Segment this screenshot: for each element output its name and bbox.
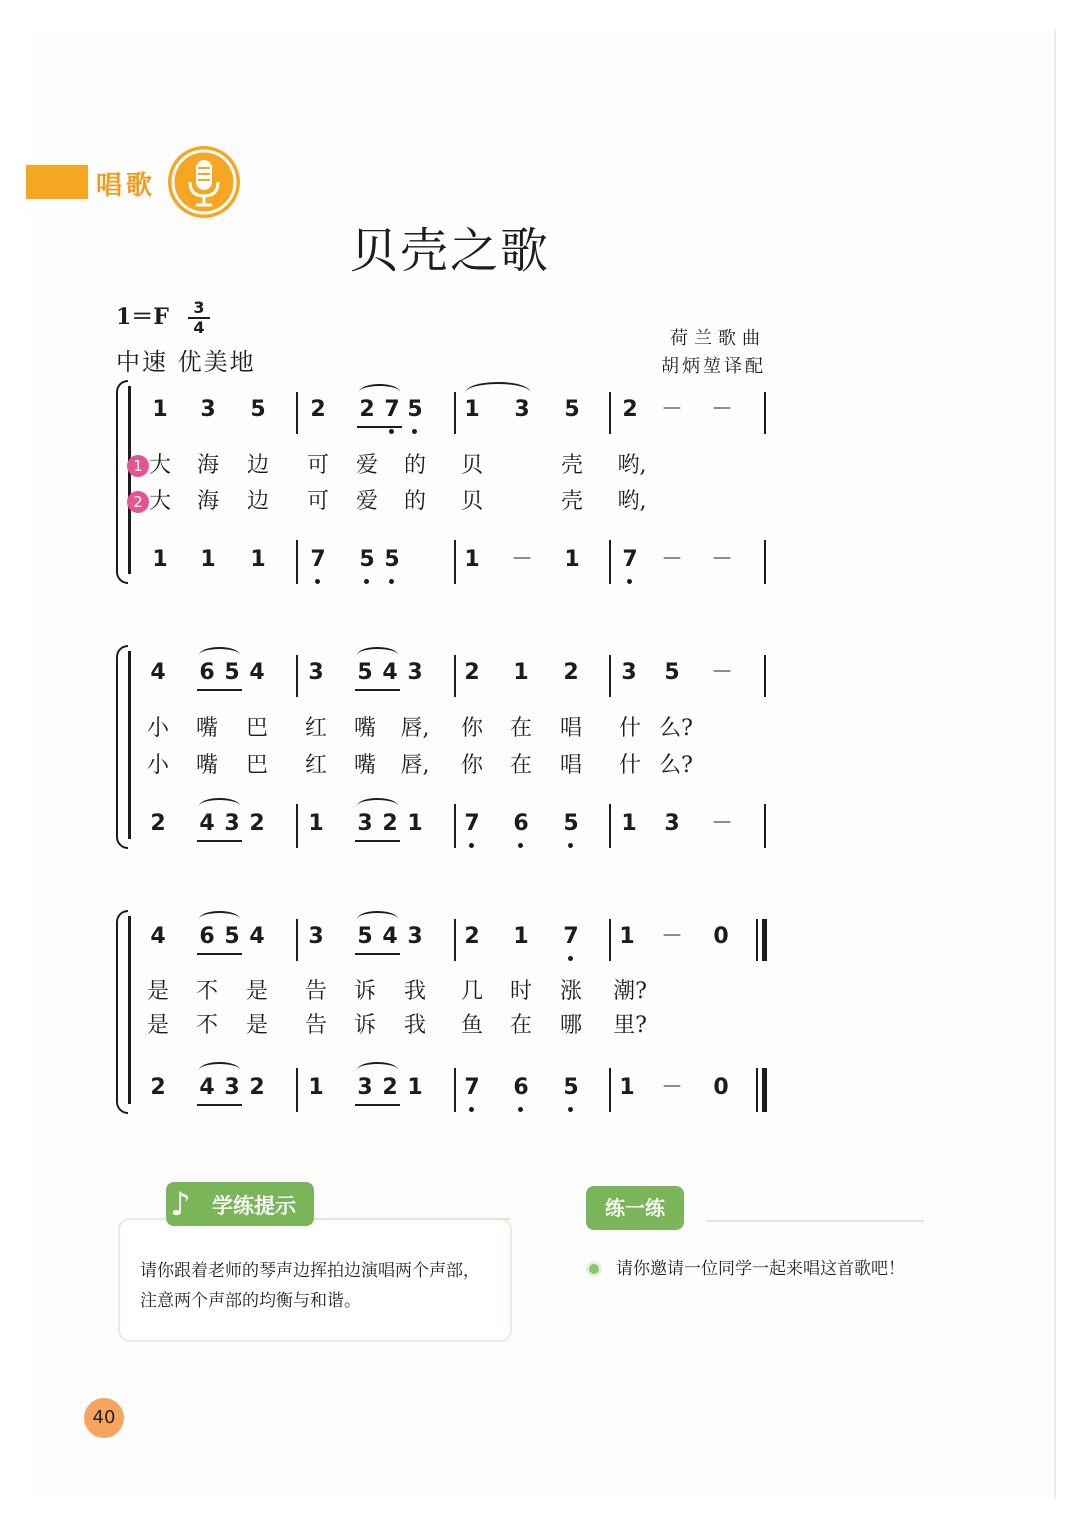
barline xyxy=(296,655,298,697)
lyric-verse2: 唱 xyxy=(559,753,582,778)
lyric-verse1: 唱 xyxy=(559,716,582,741)
tips-header xyxy=(166,1182,314,1226)
barline xyxy=(609,804,611,848)
upper-voice-note: 5 xyxy=(357,924,373,949)
lyric-verse2: 什 xyxy=(618,753,641,778)
tempo-marking: 中速 优美地 xyxy=(116,348,256,376)
lyric-verse2: 壳 xyxy=(560,489,583,514)
lower-voice-note: 7 xyxy=(610,546,650,574)
lyric-verse1: 巴 xyxy=(245,716,268,741)
arranger-credit: 胡炳堃译配 xyxy=(661,356,766,377)
system-brace xyxy=(116,645,128,849)
upper-voice-note: 1 xyxy=(513,660,529,685)
lower-voice-note: 7 xyxy=(452,1074,492,1102)
lyric-verse1: 时 xyxy=(509,979,532,1004)
final-barline-thin xyxy=(756,919,758,961)
lyric-verse1: 嘴 xyxy=(195,716,218,741)
upper-voice-note: 5 xyxy=(357,660,373,685)
lower-voice-note: 1 xyxy=(564,547,580,572)
lyric-verse1: 可 xyxy=(306,453,329,478)
barline xyxy=(296,804,298,848)
lower-voice-note: 6 xyxy=(501,1074,541,1102)
upper-voice-note: 2 xyxy=(464,660,480,685)
lyric-verse2: 唇, xyxy=(400,753,430,778)
microphone-icon xyxy=(168,146,240,218)
upper-voice-note: － xyxy=(660,397,683,422)
barline xyxy=(454,1068,456,1112)
time-signature-top: 3 xyxy=(193,298,205,317)
upper-voice-note: 0 xyxy=(713,924,729,949)
lyric-verse2: 在 xyxy=(509,1013,532,1038)
lyric-verse1: 是 xyxy=(245,979,268,1004)
lyric-verse1: 是 xyxy=(146,979,169,1004)
upper-voice-note: 5 xyxy=(564,397,580,422)
lyric-verse1: 诉 xyxy=(353,979,376,1004)
barline xyxy=(454,540,456,584)
lower-voice-note: 1 xyxy=(152,547,168,572)
lyric-verse2: 不 xyxy=(195,1013,218,1038)
upper-voice-eighth-beam xyxy=(197,689,242,691)
lower-voice-note: 1 xyxy=(308,1075,324,1100)
barline xyxy=(296,540,298,584)
barline xyxy=(454,655,456,697)
upper-voice-note: 5 xyxy=(224,924,240,949)
barline xyxy=(609,655,611,697)
upper-voice-note: 7 xyxy=(551,923,591,951)
upper-voice-slur xyxy=(199,647,240,663)
lyric-verse1: 嘴 xyxy=(353,716,376,741)
lower-voice-note: 6 xyxy=(501,810,541,838)
upper-voice-note: － xyxy=(710,397,733,422)
system-bracket xyxy=(128,651,131,839)
lower-voice-note: 3 xyxy=(224,1075,240,1100)
lyric-verse1: 哟, xyxy=(617,453,647,478)
upper-voice-eighth-beam xyxy=(357,426,402,428)
lyric-verse2: 嘴 xyxy=(195,753,218,778)
upper-voice-note: 3 xyxy=(407,660,423,685)
lyric-verse1: 你 xyxy=(460,716,483,741)
upper-voice-note: 2 xyxy=(464,924,480,949)
lower-voice-note: － xyxy=(510,547,533,572)
lower-voice-slur xyxy=(357,1062,398,1078)
practice-header: 练一练 xyxy=(586,1186,684,1230)
lower-voice-note: 4 xyxy=(199,1075,215,1100)
final-barline-thick xyxy=(762,1068,767,1112)
tips-divider xyxy=(314,1218,510,1220)
lyric-verse1: 告 xyxy=(304,979,327,1004)
barline xyxy=(764,392,766,434)
upper-voice-note: 2 xyxy=(563,660,579,685)
upper-voice-note: 1 xyxy=(152,397,168,422)
upper-voice-slur xyxy=(199,911,240,927)
lower-voice-note: 1 xyxy=(250,547,266,572)
lyric-verse1: 爱 xyxy=(355,453,378,478)
bullet-dot-icon xyxy=(589,1264,599,1274)
barline xyxy=(609,919,611,961)
lower-voice-note: 5 xyxy=(551,810,591,838)
music-note-icon: ♪ xyxy=(170,1185,191,1223)
lower-voice-note: 1 xyxy=(200,547,216,572)
lower-voice-note: 2 xyxy=(249,1075,265,1100)
upper-voice-slur xyxy=(357,647,398,663)
upper-voice-note: 2 xyxy=(359,397,375,422)
time-signature xyxy=(186,300,212,336)
lower-voice-note: 1 xyxy=(407,811,423,836)
lower-voice-note: 5 xyxy=(551,1074,591,1102)
lyric-verse2: 的 xyxy=(403,489,426,514)
upper-voice-note: 1 xyxy=(464,397,480,422)
lyric-verse1: 大 xyxy=(148,453,171,478)
practice-divider xyxy=(706,1220,924,1222)
barline xyxy=(296,1068,298,1112)
lower-voice-note: 7 xyxy=(452,810,492,838)
lyric-verse2: 嘴 xyxy=(353,753,376,778)
barline xyxy=(454,392,456,434)
lyric-verse2: 鱼 xyxy=(460,1013,483,1038)
barline xyxy=(296,392,298,434)
barline xyxy=(764,804,766,848)
upper-voice-note: 3 xyxy=(514,397,530,422)
upper-voice-note: 3 xyxy=(308,660,324,685)
lyric-verse2: 巴 xyxy=(245,753,268,778)
upper-voice-note: 4 xyxy=(382,660,398,685)
lyric-verse2: 是 xyxy=(245,1013,268,1038)
lyric-verse2: 爱 xyxy=(355,489,378,514)
lower-voice-note: 2 xyxy=(249,811,265,836)
upper-voice-note: 5 xyxy=(250,397,266,422)
lyric-verse1: 贝 xyxy=(460,453,483,478)
upper-voice-eighth-beam xyxy=(355,953,400,955)
lower-voice-note: 5 xyxy=(372,546,412,574)
lower-voice-note: 3 xyxy=(664,811,680,836)
upper-voice-note: 4 xyxy=(150,660,166,685)
upper-voice-note: 7 xyxy=(372,396,412,424)
song-title: 贝壳之歌 xyxy=(349,223,550,279)
barline xyxy=(454,919,456,961)
upper-voice-note: 5 xyxy=(664,660,680,685)
barline xyxy=(609,540,611,584)
upper-voice-note: 1 xyxy=(619,924,635,949)
upper-voice-note: － xyxy=(660,924,683,949)
lower-voice-note: 0 xyxy=(713,1075,729,1100)
lyric-verse1: 小 xyxy=(146,716,169,741)
barline xyxy=(609,1068,611,1112)
upper-voice-note: － xyxy=(710,660,733,685)
lyric-verse2: 告 xyxy=(304,1013,327,1038)
lower-voice-note: － xyxy=(660,1075,683,1100)
lyric-verse2: 在 xyxy=(509,753,532,778)
lower-voice-note: 3 xyxy=(357,1075,373,1100)
lower-voice-note: 3 xyxy=(357,811,373,836)
upper-voice-note: 5 xyxy=(224,660,240,685)
lower-voice-note: － xyxy=(710,811,733,836)
upper-voice-note: 6 xyxy=(199,660,215,685)
lyric-verse2: 贝 xyxy=(460,489,483,514)
lyric-verse1: 的 xyxy=(403,453,426,478)
barline xyxy=(764,540,766,584)
upper-voice-note: 3 xyxy=(200,397,216,422)
section-label: 唱歌 xyxy=(96,171,157,201)
verse-number-2: 2 xyxy=(127,491,149,513)
lyric-verse2: 诉 xyxy=(353,1013,376,1038)
barline xyxy=(454,804,456,848)
lyric-verse1: 什 xyxy=(618,716,641,741)
upper-voice-slur xyxy=(357,911,398,927)
system-brace xyxy=(116,380,128,584)
barline xyxy=(609,392,611,434)
key-signature: 1＝F xyxy=(116,304,169,330)
lyric-verse2: 可 xyxy=(306,489,329,514)
lyric-verse1: 不 xyxy=(195,979,218,1004)
lower-voice-slur xyxy=(199,798,240,814)
upper-voice-eighth-beam xyxy=(197,953,242,955)
system-brace xyxy=(116,910,128,1114)
lyric-verse2: 么? xyxy=(659,753,693,778)
barline xyxy=(764,655,766,697)
lower-voice-eighth-beam xyxy=(197,1104,242,1106)
lyric-verse2: 是 xyxy=(146,1013,169,1038)
lyric-verse2: 海 xyxy=(196,489,219,514)
lyric-verse2: 哟, xyxy=(617,489,647,514)
lyric-verse1: 涨 xyxy=(559,979,582,1004)
upper-voice-eighth-beam xyxy=(355,689,400,691)
upper-voice-slur xyxy=(466,382,530,402)
lower-voice-note: 5 xyxy=(347,546,387,574)
lyric-verse1: 壳 xyxy=(560,453,583,478)
page-number: 40 xyxy=(84,1398,124,1438)
lower-voice-note: 4 xyxy=(199,811,215,836)
lyric-verse2: 哪 xyxy=(559,1013,582,1038)
lower-voice-note: 2 xyxy=(150,1075,166,1100)
lower-voice-note: － xyxy=(710,547,733,572)
lyric-verse2: 大 xyxy=(148,489,171,514)
lower-voice-note: － xyxy=(660,547,683,572)
time-signature-bottom: 4 xyxy=(193,318,205,337)
lower-voice-note: 1 xyxy=(464,547,480,572)
upper-voice-note: 3 xyxy=(407,924,423,949)
lower-voice-note: 2 xyxy=(150,811,166,836)
lower-voice-note: 1 xyxy=(619,1075,635,1100)
lyric-verse2: 红 xyxy=(304,753,327,778)
verse-number-1: 1 xyxy=(127,455,149,477)
lower-voice-slur xyxy=(357,798,398,814)
section-color-bar xyxy=(26,165,88,199)
lyric-verse2: 小 xyxy=(146,753,169,778)
upper-voice-note: 5 xyxy=(395,396,435,424)
upper-voice-note: 3 xyxy=(308,924,324,949)
lyric-verse1: 海 xyxy=(196,453,219,478)
upper-voice-note: 4 xyxy=(150,924,166,949)
lyric-verse2: 里? xyxy=(613,1013,647,1038)
upper-voice-note: 4 xyxy=(249,660,265,685)
upper-voice-slur xyxy=(359,384,400,400)
upper-voice-note: 3 xyxy=(621,660,637,685)
lyric-verse1: 边 xyxy=(246,453,269,478)
lower-voice-note: 2 xyxy=(382,811,398,836)
lower-voice-slur xyxy=(199,1062,240,1078)
practice-text: 请你邀请一位同学一起来唱这首歌吧！ xyxy=(616,1259,905,1279)
lower-voice-note: 1 xyxy=(621,811,637,836)
lower-voice-eighth-beam xyxy=(355,840,400,842)
lyric-verse1: 么? xyxy=(659,716,693,741)
upper-voice-note: 6 xyxy=(199,924,215,949)
system-bracket xyxy=(128,386,131,574)
lyric-verse1: 唇, xyxy=(400,716,430,741)
lower-voice-note: 3 xyxy=(224,811,240,836)
lyric-verse2: 边 xyxy=(246,489,269,514)
lower-voice-note: 2 xyxy=(382,1075,398,1100)
lower-voice-note: 1 xyxy=(407,1075,423,1100)
tips-header-label: 学练提示 xyxy=(212,1194,296,1218)
lyric-verse1: 红 xyxy=(304,716,327,741)
upper-voice-note: 4 xyxy=(382,924,398,949)
upper-voice-note: 4 xyxy=(249,924,265,949)
lower-voice-eighth-beam xyxy=(197,840,242,842)
barline xyxy=(296,919,298,961)
upper-voice-note: 2 xyxy=(622,397,638,422)
tips-text: 请你跟着老师的琴声边挥拍边演唱两个声部，注意两个声部的均衡与和谐。 xyxy=(140,1261,480,1311)
lower-voice-eighth-beam xyxy=(355,1104,400,1106)
upper-voice-note: 2 xyxy=(310,397,326,422)
composer-credit: 荷兰歌曲 xyxy=(670,328,766,349)
lower-voice-note: 7 xyxy=(298,546,338,574)
lyric-verse1: 几 xyxy=(460,979,483,1004)
lyric-verse2: 你 xyxy=(460,753,483,778)
lyric-verse1: 我 xyxy=(403,979,426,1004)
upper-voice-note: 1 xyxy=(513,924,529,949)
lower-voice-note: 1 xyxy=(308,811,324,836)
final-barline-thick xyxy=(762,919,767,961)
lyric-verse2: 我 xyxy=(403,1013,426,1038)
lyric-verse1: 在 xyxy=(509,716,532,741)
final-barline-thin xyxy=(756,1068,758,1112)
system-bracket xyxy=(128,916,131,1104)
lyric-verse1: 潮? xyxy=(613,979,647,1004)
